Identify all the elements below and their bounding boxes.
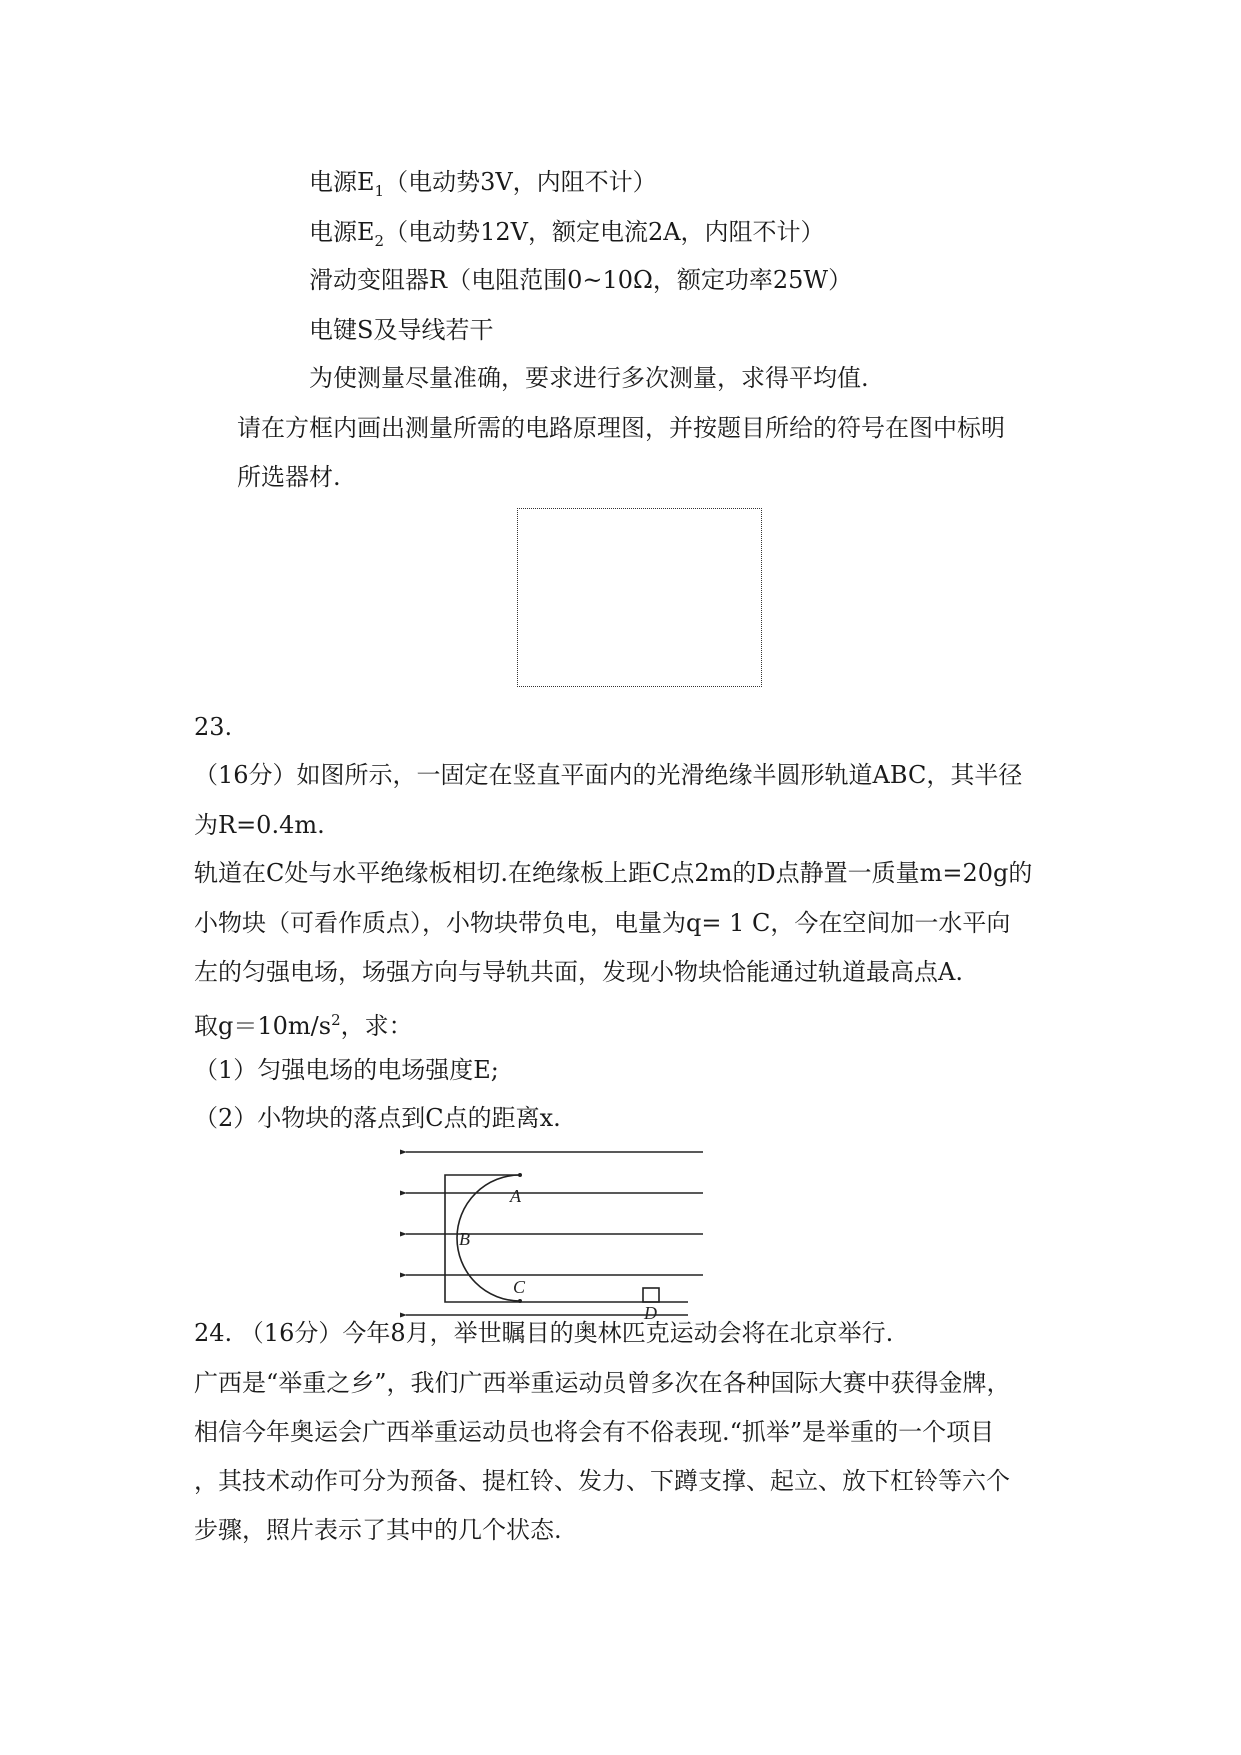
circuit-answer-box [517, 508, 762, 687]
q23-number: 23. [194, 713, 233, 741]
label-d: D [644, 1303, 657, 1320]
q23-part-2: （2）小物块的落点到C点的距离x. [194, 1104, 561, 1132]
equipment-switch: 电键S及导线若干 [309, 316, 494, 344]
q23-line-4: 小物块（可看作质点），小物块带负电，电量为q= 1 C，今在空间加一水平向 [194, 909, 1011, 937]
measurement-requirement: 为使测量尽量准确，要求进行多次测量，求得平均值. [309, 364, 869, 392]
insulating-board [445, 1175, 688, 1302]
q24-line-3: 相信今年奥运会广西举重运动员也将会有不俗表现.“抓举”是举重的一个项目 [194, 1418, 995, 1446]
q23-line-2: 为R=0.4m. [194, 811, 325, 839]
q24-line-1: 24. （16分）今年8月，举世瞩目的奥林匹克运动会将在北京举行. [194, 1319, 894, 1347]
instruction-line-1: 请在方框内画出测量所需的电路原理图，并按题目所给的符号在图中标明 [237, 414, 1005, 442]
q24-line-5: 步骤，照片表示了其中的几个状态. [194, 1516, 562, 1544]
q24-line-2: 广西是“举重之乡”，我们广西举重运动员曾多次在各种国际大赛中获得金牌， [194, 1369, 1011, 1397]
equipment-e2: 电源$E_2$（电动势12V，额定电流2A，内阻不计） [309, 218, 825, 250]
point-a-marker [518, 1173, 522, 1177]
point-c-marker [518, 1299, 522, 1303]
label-c: C [513, 1277, 526, 1297]
q23-part-1: （1）匀强电场的电场强度E; [194, 1056, 499, 1084]
q23-g-line: 取$g=10m/s^2$，求： [194, 1011, 413, 1040]
q23-line-3: 轨道在C处与水平绝缘板相切.在绝缘板上距C点2m的D点静置一质量m=20g的 [194, 859, 1033, 887]
small-block [643, 1288, 659, 1302]
q23-line-1: （16分）如图所示，一固定在竖直平面内的光滑绝缘半圆形轨道ABC，其半径 [194, 761, 1023, 789]
q23-line-5: 左的匀强电场，场强方向与导轨共面，发现小物块恰能通过轨道最高点A. [194, 958, 963, 986]
track-field-figure [400, 1140, 710, 1320]
equipment-e1: 电源$E_1$（电动势3V，内阻不计） [309, 168, 657, 200]
equipment-rheostat: 滑动变阻器R（电阻范围0~10Ω，额定功率25W） [309, 266, 853, 294]
label-a: A [510, 1186, 521, 1206]
q24-line-4: ，其技术动作可分为预备、提杠铃、发力、下蹲支撑、起立、放下杠铃等六个 [194, 1467, 1010, 1495]
label-b: B [459, 1229, 470, 1249]
instruction-line-2: 所选器材. [237, 463, 341, 491]
